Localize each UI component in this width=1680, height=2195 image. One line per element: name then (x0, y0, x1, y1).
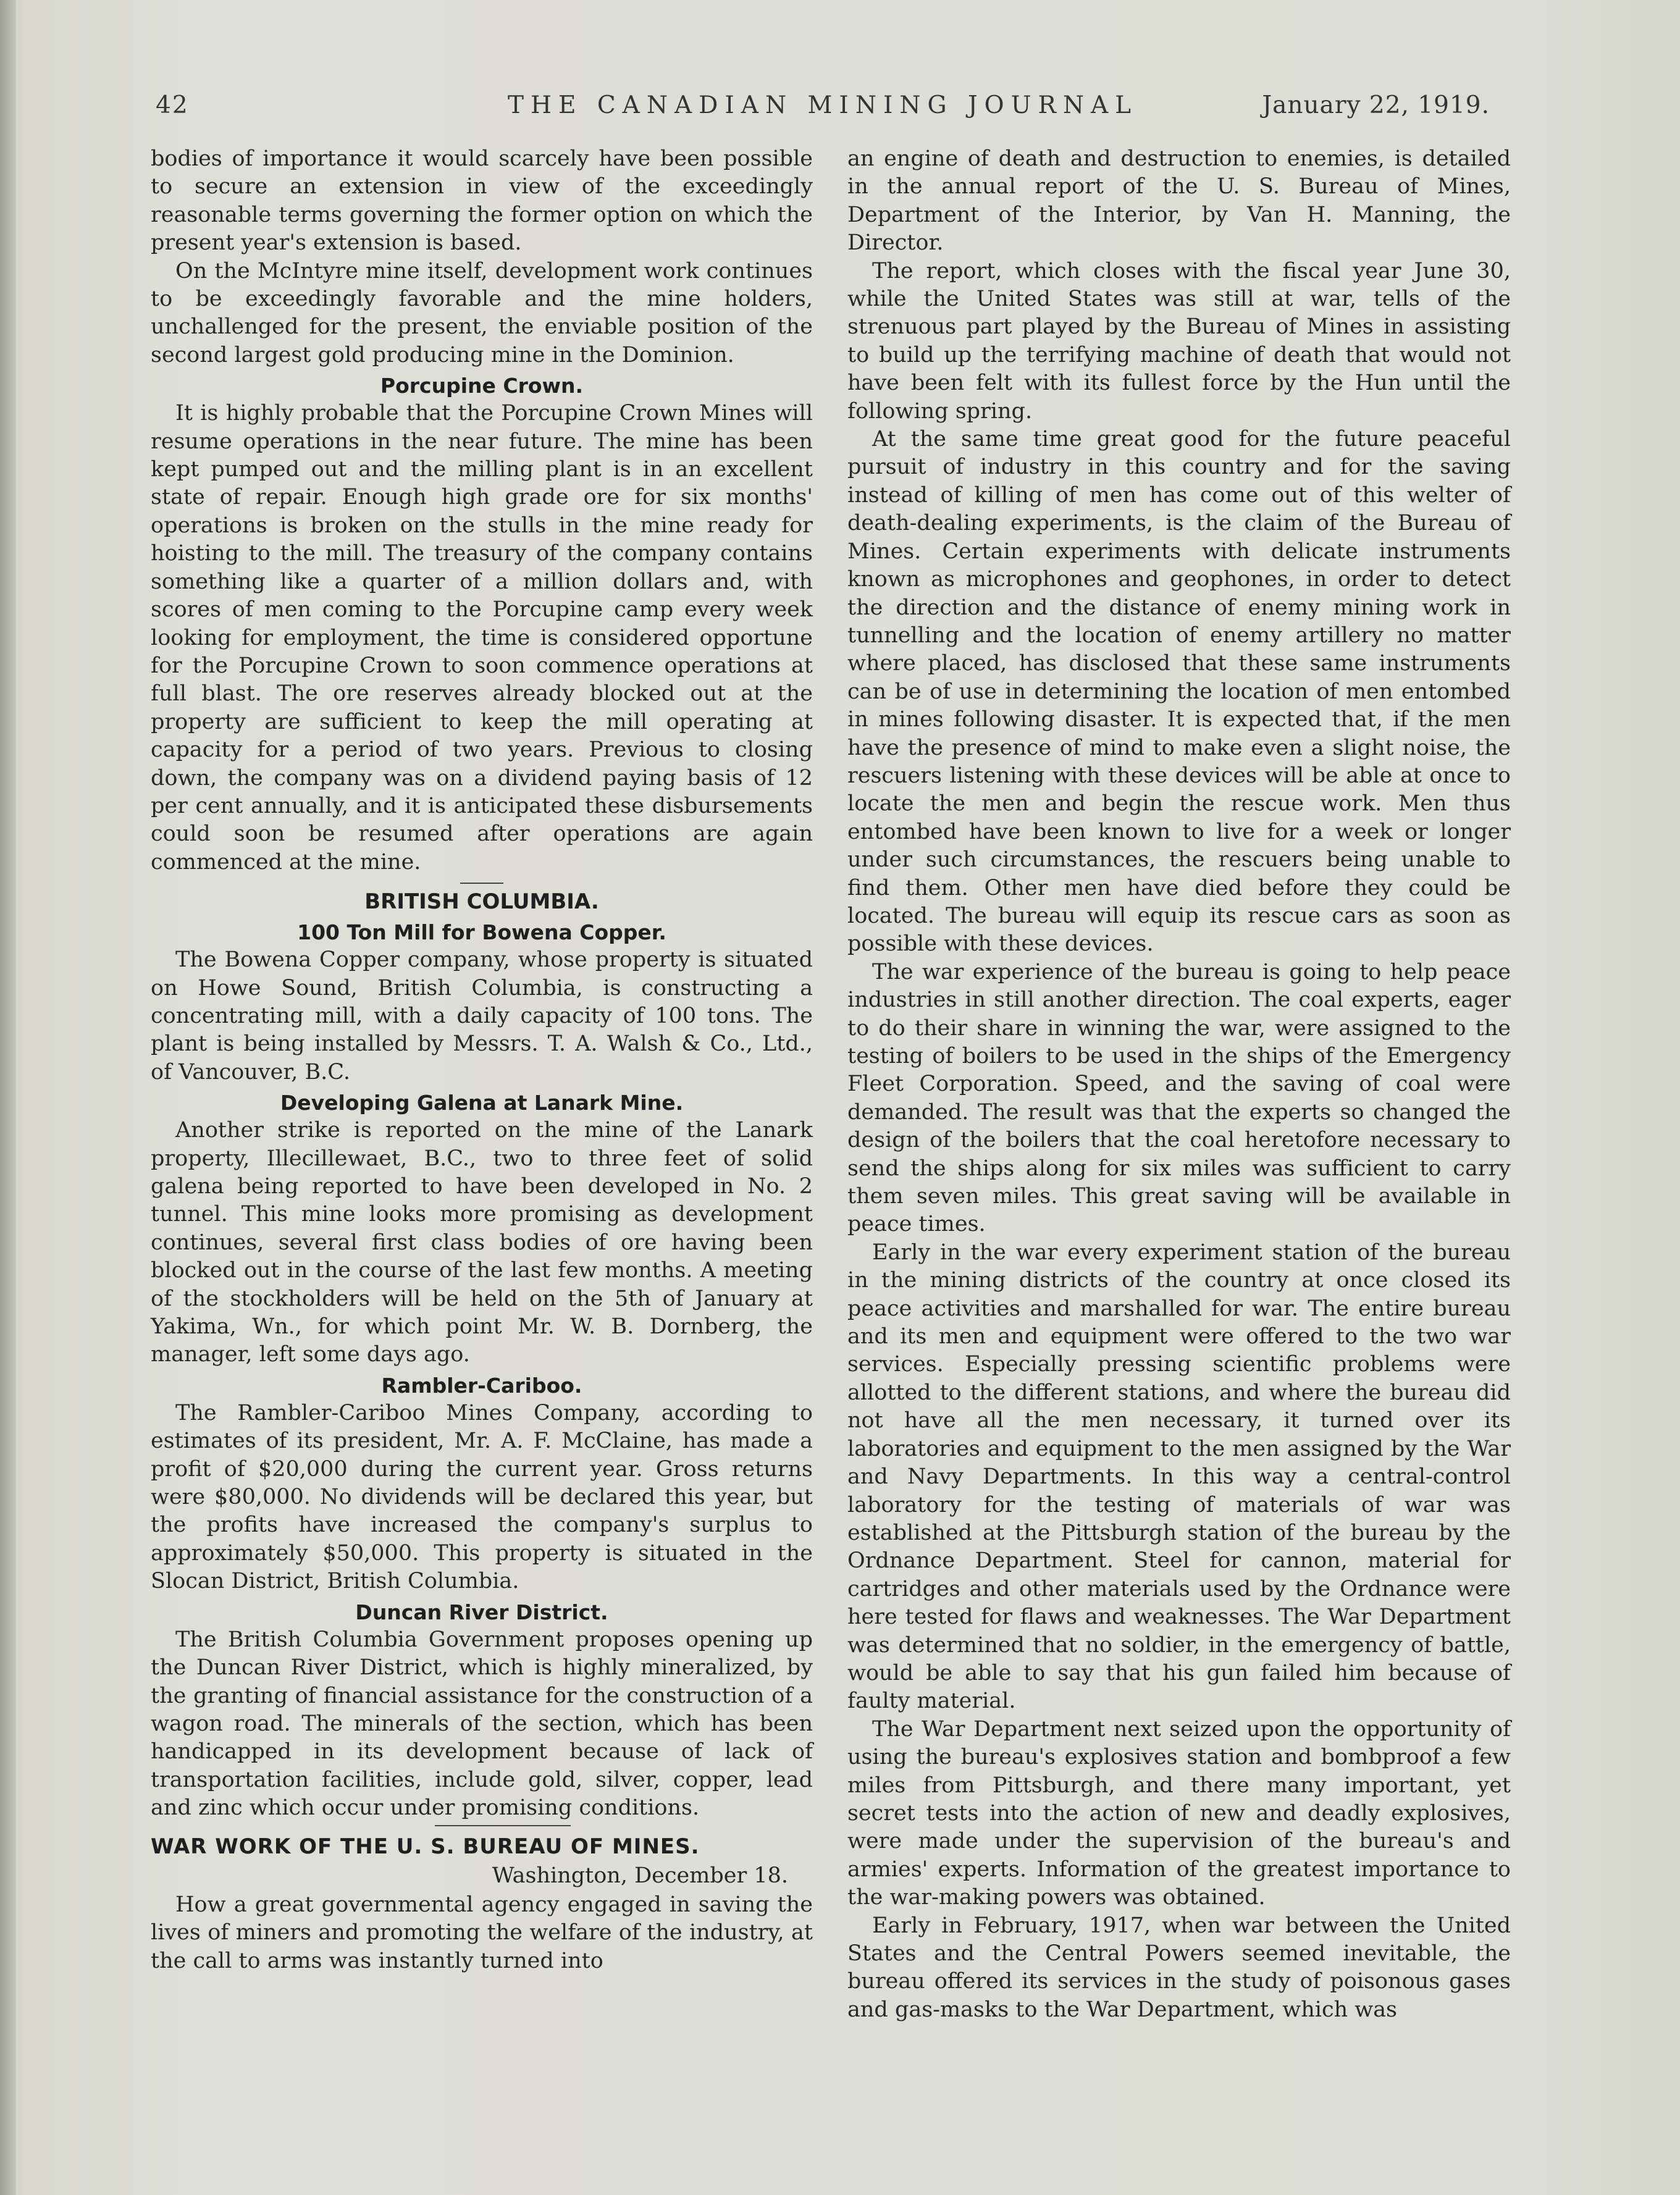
paragraph: Early in the war every experiment station of the bureau in the mining districts of the country at once closed its peace activities and marshalled for war. The entire bureau and its men and equipment were offered to the two war services. Especially pressing scientific problems were allotted to the different stations, and where the bureau did not have all the men necessary, it turned over its laboratories and equipment to the men assigned by the War and Navy Departments. In this way a central-control laboratory for the testing of materials of war was established at the Pittsburgh station of the bureau by the Ordnance Department. Steel for cannon, material for cartridges and other materials used by the Ordnance were here tested for flaws and weaknesses. The War Department was determined that no soldier, in the emergency of battle, would be able to say that his gun failed him because of faulty material. (847, 1240, 1511, 1714)
page-number: 42 (156, 91, 189, 119)
section-heading-porcupine-crown: Porcupine Crown. (380, 374, 584, 398)
paragraph: How a great governmental agency engaged in saving the lives of miners and promoting the welfare of the industry, at the call to arms was instantly turned into (151, 1892, 813, 1973)
paragraph: The war experience of the bureau is going to help peace industries in still another direction. The coal experts, eager to do their share in winning the war, were assigned to the testing of boilers to be used in the ships of the Emergency Fleet Corporation. Speed, and the saving of coal were demanded. The result was that the experts so changed the design of the boilers that the coal heretofore necessary to send the ships along for six miles was sufficient to carry them seven miles. This great saving will be available in peace times. (847, 959, 1511, 1237)
paragraph: Another strike is reported on the mine of the Lanark property, Illecillewaet, B.C., two to three feet of solid galena being reported to have been developed in No. 2 tunnel. This mine looks more promising as development continues, several first class bodies of ore having been blocked out in the course of the last few months. A meeting of the stockholders will be held on the 5th of January at Yakima, Wn., for which point Mr. W. B. Dornberg, the manager, left some days ago. (151, 1118, 813, 1367)
paragraph: It is highly probable that the Porcupine Crown Mines will resume operations in the near future. The mine has been kept pumped out and the milling plant is in an excellent state of repair. Enough high grade ore for six months' operations is broken on the stulls in the mine ready for hoisting to the mill. The treasury of the company contains something like a quarter of a million dollars and, with scores of men coming to the Porcupine camp every week looking for employment, the time is considered opportune for the Porcupine Crown to soon commence operations at full blast. The ore reserves already blocked out at the property are sufficient to keep the mill operating at capacity for a period of two years. Previous to closing down, the company was on a dividend paying basis of 12 per cent annually, and it is anticipated these disbursements could soon be resumed after operations are again commenced at the mine. (151, 401, 813, 875)
right-column (847, 145, 1511, 2024)
section-divider (435, 1825, 571, 1826)
section-heading-bowena-copper: 100 Ton Mill for Bowena Copper. (297, 920, 666, 945)
section-heading-duncan-river: Duncan River District. (355, 1600, 608, 1624)
section-divider (460, 883, 503, 884)
left-column (151, 145, 813, 1975)
section-heading-rambler-cariboo: Rambler-Cariboo. (381, 1373, 582, 1398)
paragraph: On the McIntyre mine itself, development work continues to be exceedingly favorable and the mine holders, unchallenged for the present, the enviable position of the second largest gold producing mine in the Dominion. (151, 258, 813, 367)
dateline: Washington, December 18. (492, 1863, 788, 1888)
issue-date: January 22, 1919. (1262, 91, 1490, 119)
paragraph: an engine of death and destruction to enemies, is detailed in the annual report of the U. S. Bureau of Mines, Department of the Interior, by Van H. Manning, the Director. (847, 146, 1511, 256)
paragraph: At the same time great good for the future peaceful pursuit of industry in this country and for the saving instead of killing of men has come out of this welter of death-dealing experiments, is the claim of the Bureau of Mines. Certain experiments with delicate instruments known as microphones and geophones, in order to detect the direction and the distance of enemy mining work in tunnelling and the location of enemy artillery no matter where placed, has disclosed that these same instruments can be of use in determining the location of men entombed in mines following disaster. It is expected that, if the men have the presence of mind to make even a slight noise, the rescuers listening with these devices will be able at once to locate the men and begin the rescue work. Men thus entombed have been known to live for a week or longer under such circumstances, the rescuers being unable to find them. Other men have died before they could be located. The bureau will equip its rescue cars as soon as possible with these devices. (847, 427, 1511, 957)
paragraph: The War Department next seized upon the opportunity of using the bureau's explosives station and bombproof a few miles from Pittsburgh, and there many important, yet secret tests into the action of new and deadly explosives, were made under the supervision of the bureau's and armies' experts. Information of the greatest importance to the war-making powers was obtained. (847, 1716, 1511, 1910)
paragraph: The report, which closes with the fiscal year June 30, while the United States was still at war, tells of the strenuous part played by the Bureau of Mines in assisting to build up the terrifying machine of death that would not have been felt with its fullest force by the Hun until the following spring. (847, 258, 1511, 424)
journal-title: THE CANADIAN MINING JOURNAL (507, 91, 1138, 119)
paragraph: The British Columbia Government proposes opening up the Duncan River District, which is highly mineralized, by the granting of financial assistance for the construction of a wagon road. The minerals of the section, which has been handicapped in its development because of lack of transportation facilities, include gold, silver, copper, lead and zinc which occur under promising conditions. (151, 1627, 813, 1821)
paragraph: Early in February, 1917, when war between the United States and the Central Powers seemed inevitable, the bureau offered its services in the study of poisonous gases and gas-masks to the War Department, which was (847, 1913, 1511, 2022)
page-binding-edge (0, 0, 16, 2195)
paragraph: The Rambler-Cariboo Mines Company, according to estimates of its president, Mr. A. F. McClaine, has made a profit of $20,000 during the current year. Gross returns were $80,000. No dividends will be declared this year, but the profits have increased the company's surplus to approximately $50,000. This property is situated in the Slocan District, British Columbia. (151, 1400, 813, 1594)
section-heading-british-columbia: BRITISH COLUMBIA. (364, 889, 599, 915)
section-heading-lanark-mine: Developing Galena at Lanark Mine. (280, 1091, 684, 1115)
paragraph: The Bowena Copper company, whose property is situated on Howe Sound, British Columbia, is constructing a concentrating mill, with a daily capacity of 100 tons. The plant is being installed by Messrs. T. A. Walsh & Co., Ltd., of Vancouver, B.C. (151, 947, 813, 1085)
running-header (156, 91, 1490, 128)
article-title-war-work: WAR WORK OF THE U. S. BUREAU OF MINES. (151, 1834, 700, 1859)
paragraph: bodies of importance it would scarcely have been possible to secure an extension in view of the exceedingly reasonable terms governing the former option on which the present year's extension is based. (151, 146, 813, 256)
